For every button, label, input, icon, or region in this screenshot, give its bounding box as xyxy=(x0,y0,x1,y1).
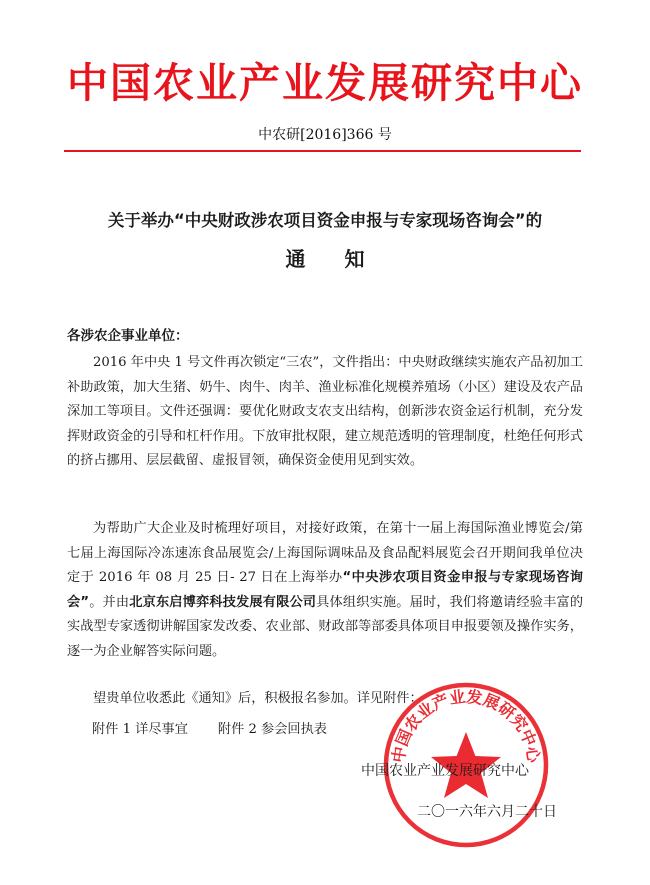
event-text-1: 为帮助广大企业及时梳理好项目，对接好政策，在第十一届上海国际渔业博览会/第七届上海国际冷冻速冻食品展览会/上海国际调味品及食品配料展览会召开期间我单位决定于 2016 年 08 月 25 日- 27 日在上海举办 xyxy=(67,521,583,585)
attachment-list xyxy=(92,718,327,737)
paragraph-policy-background: 2016 年中央 1 号文件再次锁定“三农”，文件指出：中央财政继续实施农产品初加工补助政策，加大生猪、奶牛、肉牛、肉羊、渔业标准化规模养殖场（小区）建设及农产品深加工等项目。文件还强调：要优化财政支农支出结构，创新涉农资金运行机制，充分发挥财政资金的引导和杠杆作用。下放审批权限，建立规范透明的管理制度，杜绝任何形式的挤占挪用、层层截留、虚报冒领，确保资金使用见到实效。 xyxy=(67,355,584,468)
seal-text: 中国农业产业发展研究中心 xyxy=(388,686,544,764)
notice-type-heading: 通 知 xyxy=(285,247,381,271)
signature-organization: 中国农业产业发展研究中心 xyxy=(361,763,529,779)
paragraph-event-details xyxy=(67,517,583,664)
header-divider xyxy=(64,150,581,152)
attachment-1: 附件 1 详尽事宜 xyxy=(92,722,188,737)
event-text-2: 。并由 xyxy=(89,594,130,610)
event-text-3: 具体组织实施。届时，我们将邀请经验丰富的实战型专家透彻讲解国家发改委、农业部、财政部等部委具体项目申报要领及操作实务，逐一为企业解答实际问题。 xyxy=(67,594,584,659)
salutation: 各涉农企事业单位： xyxy=(67,328,189,344)
notice-subject: 关于举办“中央财政涉农项目资金申报与专家现场咨询会”的 xyxy=(107,211,543,230)
document-number: 中农研[2016]366 号 xyxy=(258,127,392,143)
organizer-company: 北京东启博弈科技发展有限公司 xyxy=(129,594,317,610)
event-name: “中央涉农项目资金申报与专家现场咨询会” xyxy=(67,570,583,610)
paragraph-call-to-action: 望贵单位收悉此《通知》后，积极报名参加。详见附件： xyxy=(93,691,423,706)
signature-date: 二〇一六年六月二十日 xyxy=(417,804,557,820)
organization-title: 中国农业产业发展研究中心 xyxy=(67,59,583,107)
attachment-2: 附件 2 参会回执表 xyxy=(217,722,327,737)
